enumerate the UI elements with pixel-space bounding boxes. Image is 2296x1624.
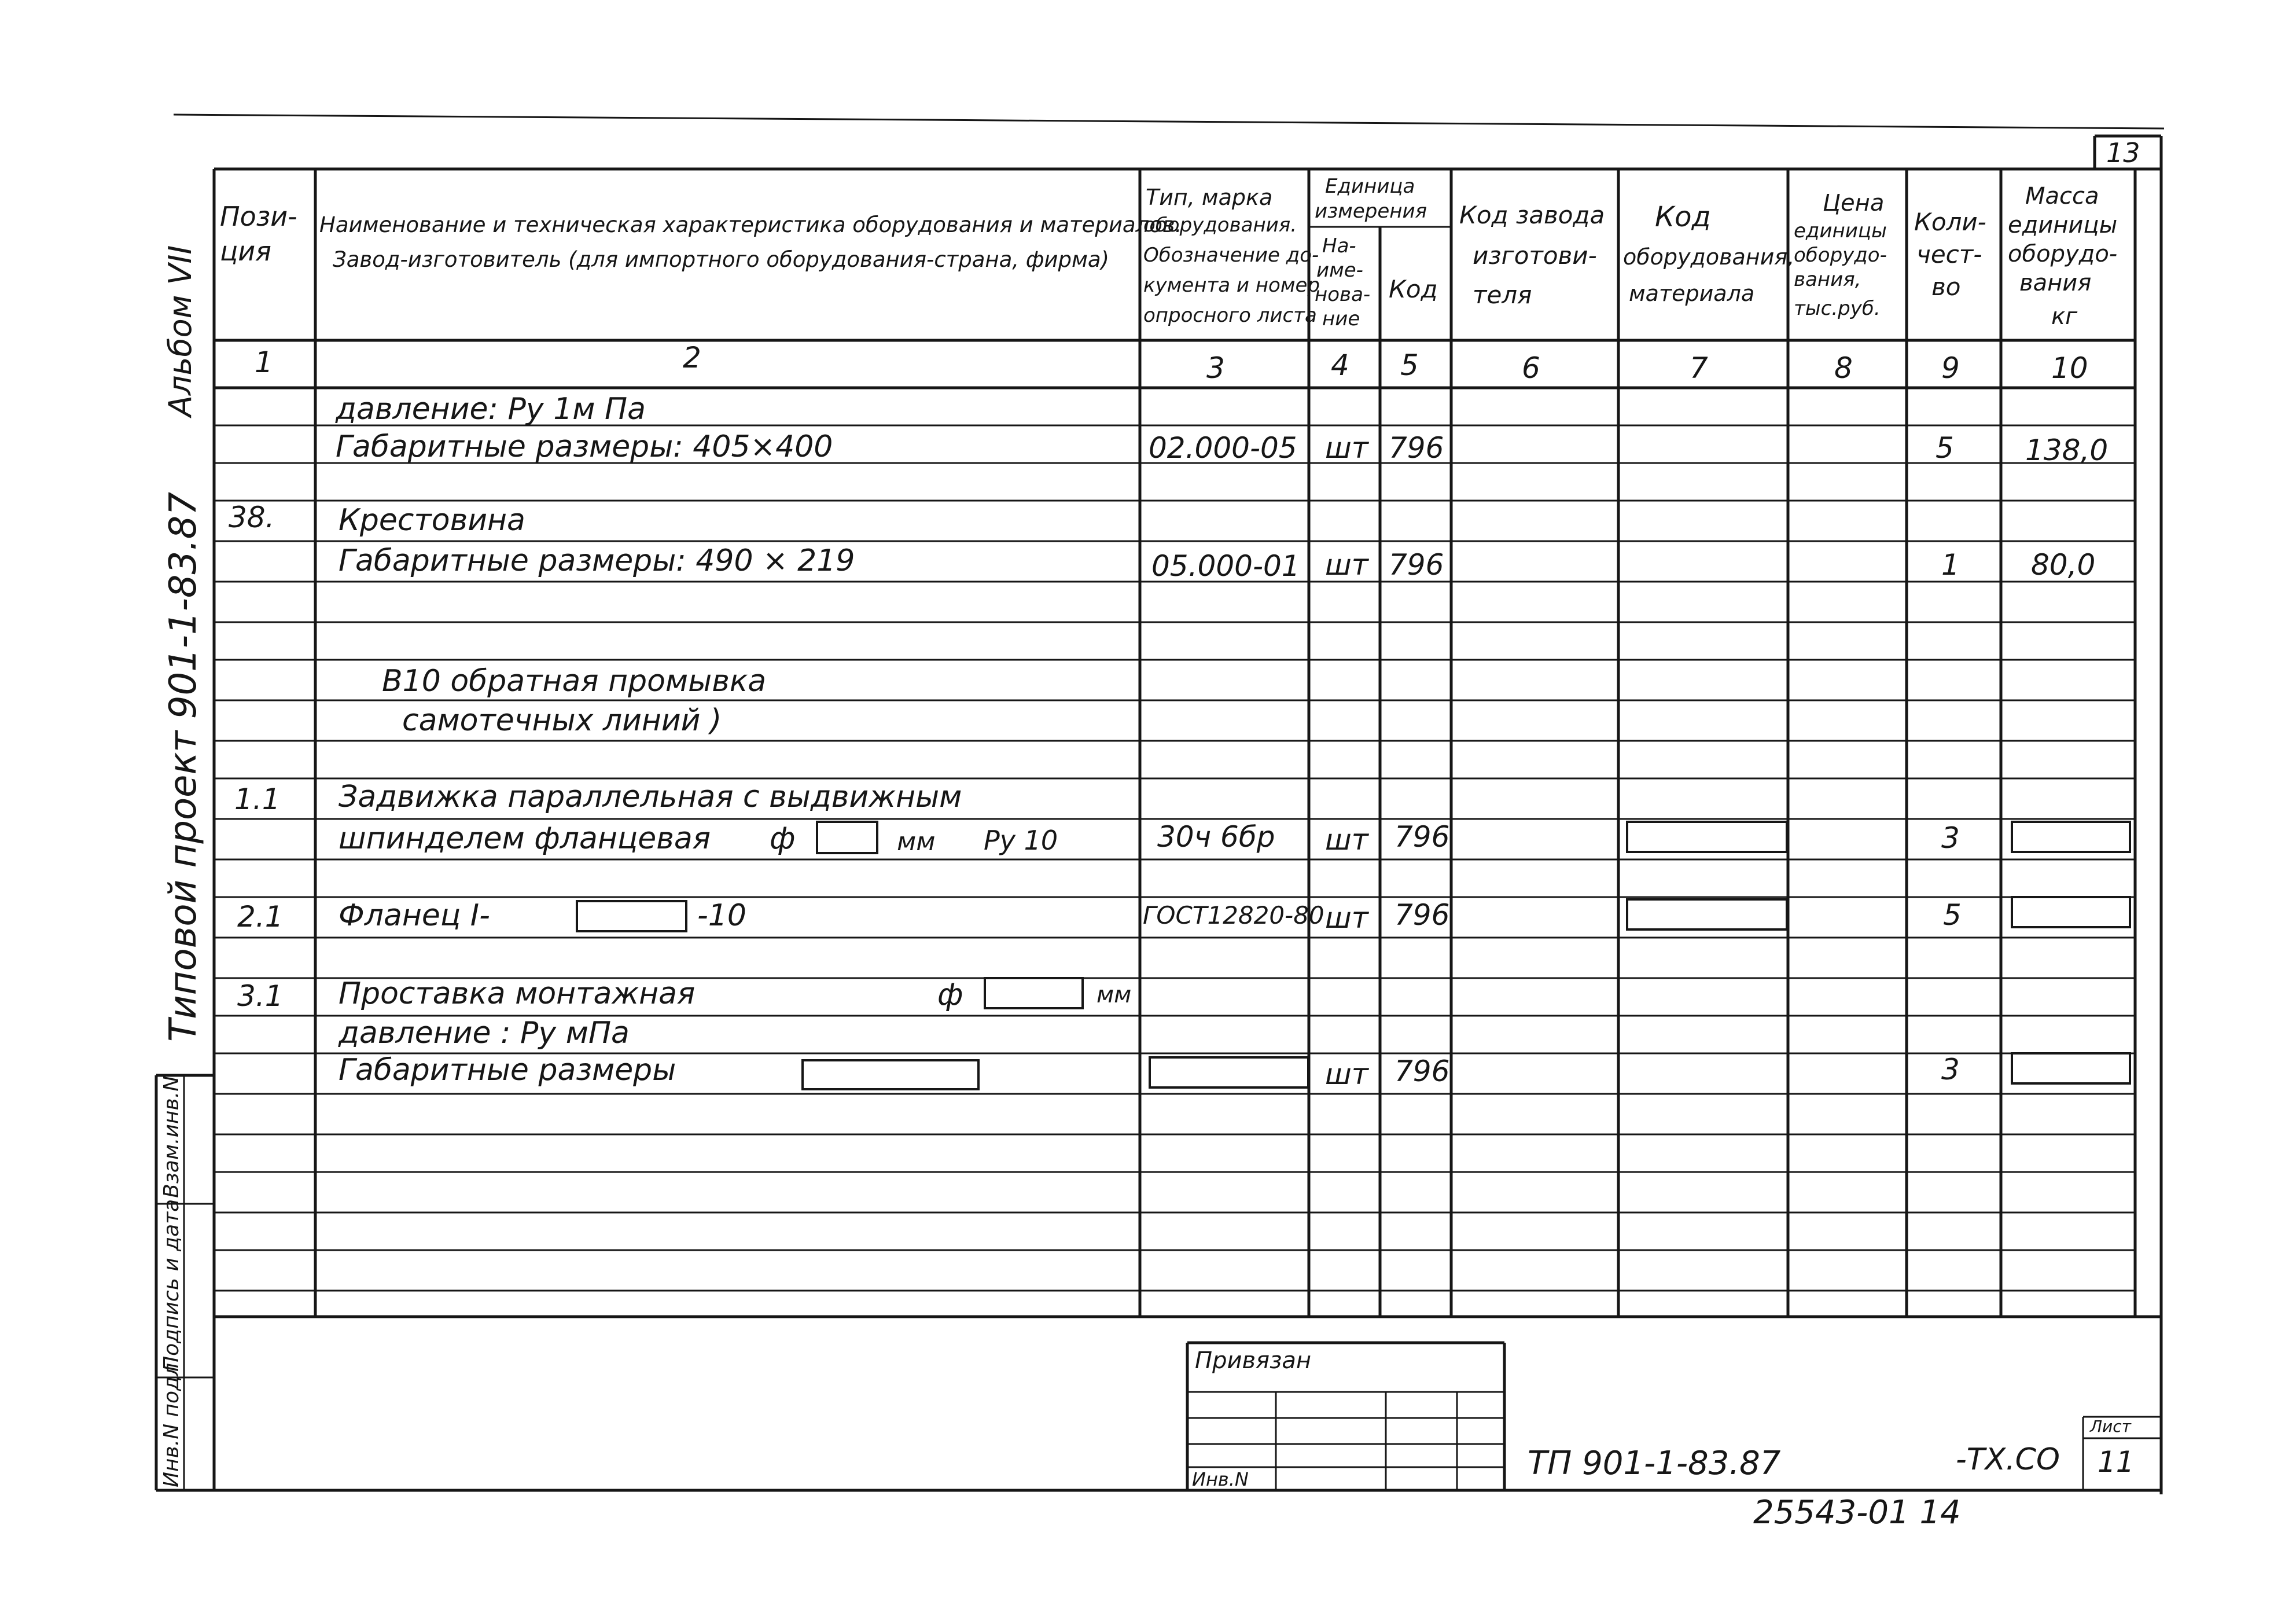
mass-box[interactable] [2011,821,2131,853]
row-type: 02.000-05 [1149,431,1297,465]
row-unit: шт [1325,823,1368,857]
document-suffix: -ТХ.СО [1956,1442,2060,1477]
stamp-signature-date: Подпись и дата [160,1199,183,1372]
row-code: 796 [1394,898,1450,932]
row-name: Проставка монтажная [338,976,696,1011]
row-name: самотечных линий ) [402,703,722,738]
header-line: Наименование и техническая характеристика оборудования и материалов. [319,212,1182,237]
row-position: 3.1 [237,979,284,1013]
column-number: 6 [1522,351,1540,385]
row-mass: 80,0 [2031,548,2096,582]
diameter-input-box[interactable] [984,977,1084,1009]
row-qty: 5 [1943,898,1962,932]
stamp-replace-inv: Взам.инв.N [160,1075,183,1198]
size-input-box[interactable] [801,1059,980,1090]
row-code: 796 [1389,431,1444,465]
header-line: теля [1473,281,1532,309]
header-line: ция [220,236,271,267]
row-type: ГОСТ12820-80 [1143,901,1324,929]
column-number: 4 [1331,348,1349,382]
row-code: 796 [1394,1055,1450,1088]
row-unit: шт [1325,548,1368,582]
header-line: оборудо- [1794,244,1887,267]
header-line: оборудования. [1143,214,1297,237]
mass-box[interactable] [2011,1052,2131,1085]
header-line: кг [2051,303,2078,330]
header-line: оборудо- [2008,241,2118,267]
column-number: 3 [1206,351,1225,385]
row-qty: 3 [1941,1053,1960,1086]
equip-code-box[interactable] [1626,821,1788,853]
header-line: вания, [1794,268,1861,291]
header-line: ние [1322,307,1360,330]
header-line: оборудования, [1623,244,1795,270]
row-name: Габаритные размеры [338,1053,676,1087]
row-qty: 5 [1936,431,1954,465]
row-name: В10 обратная промывка [382,664,767,699]
sheet-label: Лист [2090,1417,2131,1436]
header-line: вания [2019,270,2092,296]
column-number: 1 [255,346,273,379]
header-line: Код [1655,201,1711,233]
sheet-number: 11 [2098,1445,2135,1479]
header-line: кумента и номер [1143,274,1320,297]
row-type: 30ч 6бр [1157,820,1275,854]
row-name: Крестовина [338,503,525,538]
header-line: тыс.руб. [1794,297,1881,320]
row-unit: шт [1325,901,1368,935]
row-code: 796 [1394,820,1450,854]
row-name: Габаритные размеры: 490 × 219 [338,543,855,578]
header-line: материала [1629,281,1755,306]
project-label: Типовой проект 901-1-83.87 [162,491,205,1042]
inv-label: Инв.N [1192,1468,1249,1490]
row-name: давление : Ру мПа [338,1016,630,1050]
type-input-box[interactable] [1149,1056,1309,1089]
mass-box[interactable] [2011,896,2131,928]
row-name-extra: ф [770,821,796,856]
header-line: Масса [2025,183,2099,210]
row-name: давление: Ру 1м Па [336,392,646,427]
header-line: единицы [1794,219,1887,243]
column-number: 2 [683,341,701,374]
header-line: опросного листа [1143,304,1317,327]
row-name-extra: -10 [697,898,746,933]
row-name: Габаритные размеры: 405×400 [336,429,833,464]
header-line: чест- [1916,240,1982,269]
bottom-number: 25543-01 14 [1753,1494,1961,1531]
equip-code-box[interactable] [1626,898,1788,931]
header-line: единицы [2008,212,2118,238]
header-line: име- [1316,259,1363,282]
header-unit-code: Код [1389,275,1438,303]
header-line: Коли- [1914,208,1986,236]
column-number: 10 [2051,351,2088,385]
row-mass: 138,0 [2025,433,2109,467]
sheet-corner-number: 13 [2106,137,2140,168]
row-name-extra: мм [1097,982,1132,1008]
column-number: 9 [1941,351,1960,385]
row-qty: 1 [1941,548,1960,582]
header-line: На- [1322,234,1356,258]
header-line: измерения [1315,200,1427,223]
column-number: 7 [1690,351,1708,385]
header-line: Цена [1823,190,1885,216]
header-line: Обозначение до- [1143,244,1319,267]
header-line: Завод-изготовитель (для импортного оборудования-страна, фирма) [333,247,1109,272]
header-line: Единица [1325,175,1415,198]
column-number: 5 [1400,348,1419,382]
album-label: Альбом VII [162,245,198,417]
stamp-inv-original: Инв.N подл. [160,1356,183,1487]
diameter-input-box[interactable] [816,821,878,854]
row-code: 796 [1389,548,1444,582]
row-name-extra: Ру 10 [984,825,1058,856]
row-position: 2.1 [237,900,284,934]
flange-input-box[interactable] [576,900,687,932]
column-number: 8 [1834,351,1853,385]
row-unit: шт [1325,1057,1368,1091]
header-line: Код завода [1459,201,1605,229]
row-name-extra: мм [897,827,936,857]
row-unit: шт [1325,431,1368,465]
row-name: Фланец I- [338,898,490,933]
row-position: 38. [229,501,275,534]
header-line: Тип, марка [1146,185,1273,210]
row-type: 05.000-01 [1151,549,1300,583]
row-position: 1.1 [234,782,281,816]
row-name-extra: ф [937,978,963,1012]
header-line: нова- [1315,283,1371,306]
header-line: во [1931,273,1961,301]
header-line: Пози- [220,201,297,232]
row-qty: 3 [1941,821,1960,855]
row-name: Задвижка параллельная с выдвижным [338,780,962,814]
header-line: изготови- [1473,241,1597,270]
bound-label: Привязан [1195,1347,1312,1374]
row-name: шпинделем фланцевая [338,821,711,856]
document-code: ТП 901-1-83.87 [1528,1445,1781,1482]
